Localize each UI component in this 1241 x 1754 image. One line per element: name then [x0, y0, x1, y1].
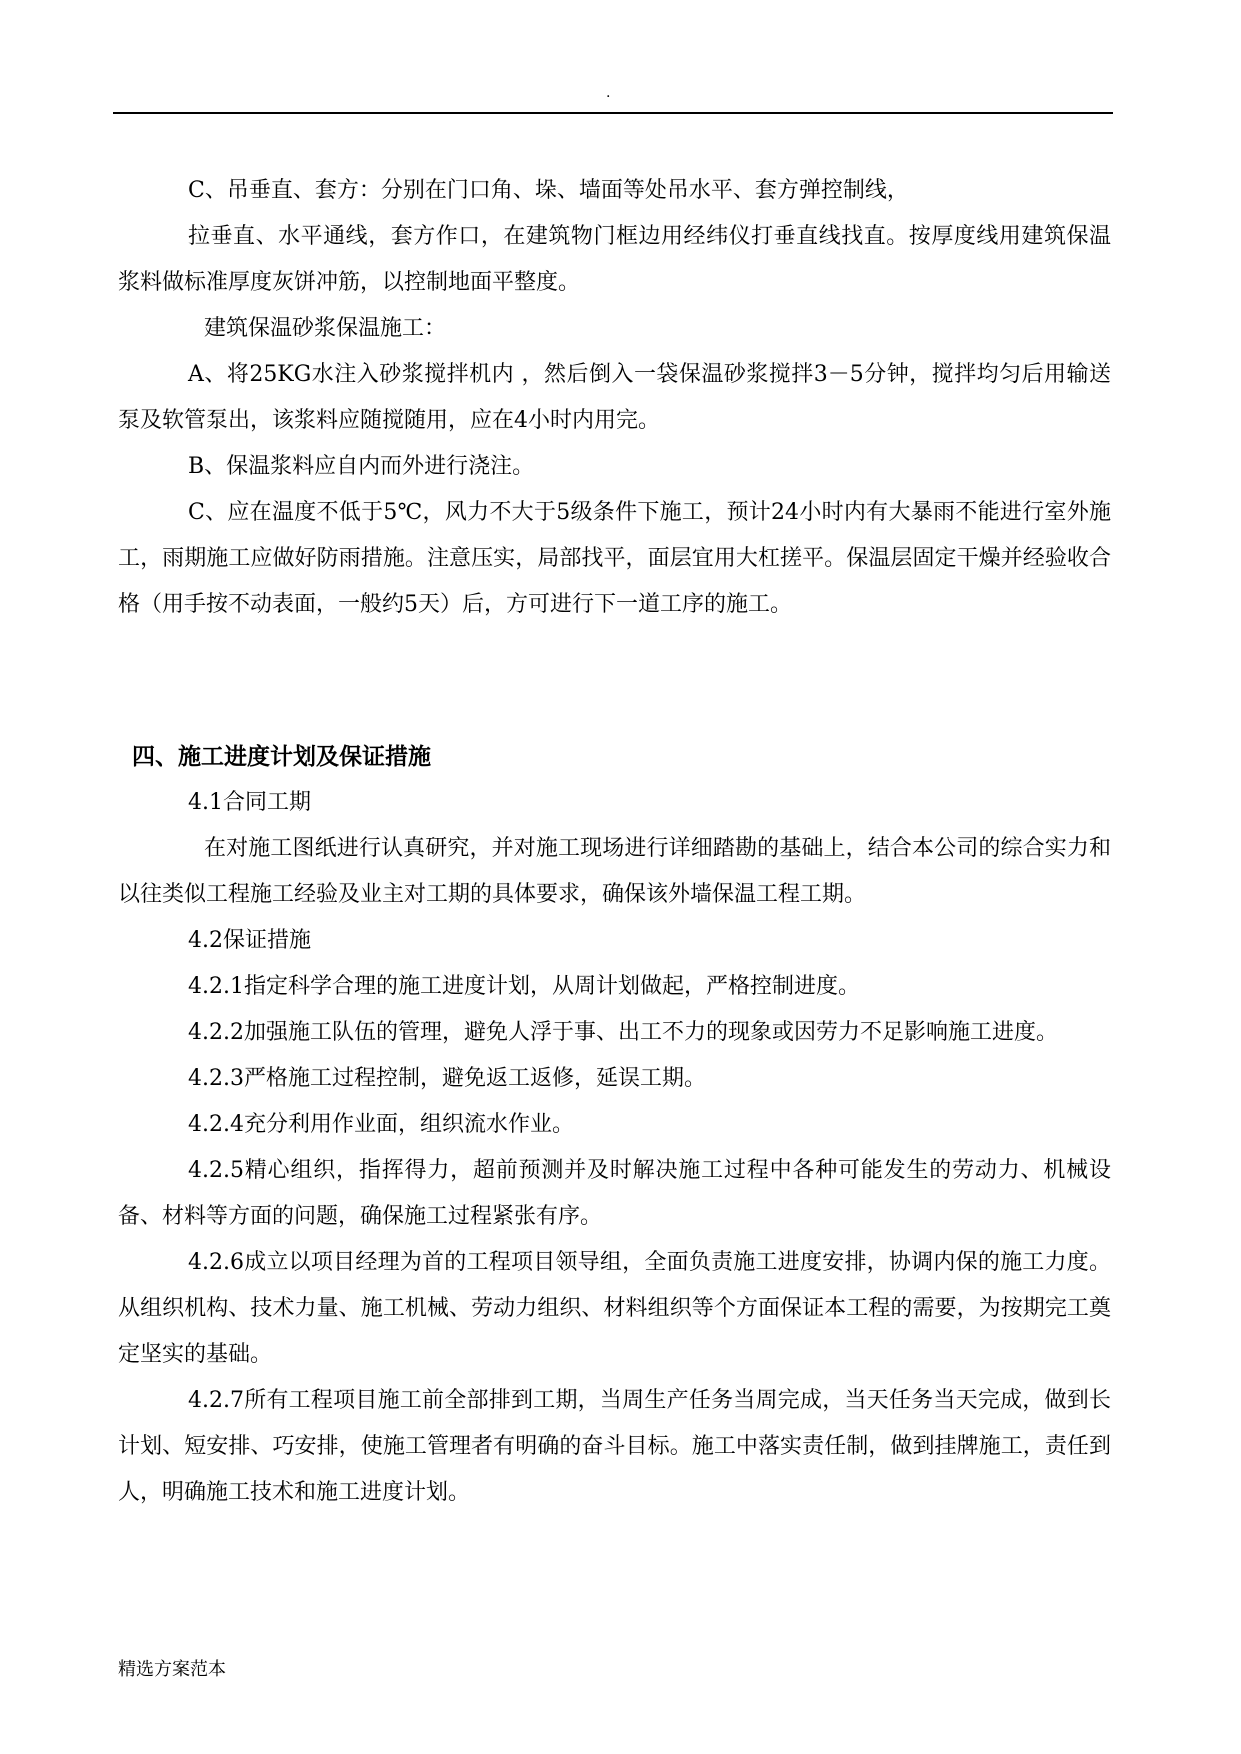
paragraph-c-plumb: C、吊垂直、套方：分别在门口角、垛、墙面等处吊水平、套方弹控制线， [188, 178, 909, 203]
measure-4-2-4: 4.2.4充分利用作业面，组织流水作业。 [188, 1112, 574, 1137]
measure-4-2-1: 4.2.1指定科学合理的施工进度计划，从周计划做起，严格控制进度。 [188, 974, 860, 999]
paragraph-mix-a: A、将25KG水注入砂浆搅拌机内 ，然后倒入一袋保温砂浆搅拌3－5分钟，搅拌均匀后用输送泵及软管泵出，该浆料应随搅随用，应在4小时内用完。 [118, 362, 1111, 433]
header-dot: . [606, 85, 611, 101]
paragraph-mortar-title: 建筑保温砂浆保温施工： [204, 316, 447, 341]
document-body [118, 168, 1111, 1516]
subsection-4-1-title: 4.1合同工期 [188, 790, 311, 815]
measure-4-2-5: 4.2.5精心组织，指挥得力，超前预测并及时解决施工过程中各种可能发生的劳动力、机械设备、材料等方面的问题，确保施工过程紧张有序。 [118, 1158, 1111, 1229]
measure-4-2-3: 4.2.3严格施工过程控制，避免返工返修，延误工期。 [188, 1066, 706, 1091]
paragraph-plumb-line: 拉垂直、水平通线，套方作口，在建筑物门框边用经纬仪打垂直线找直。按厚度线用建筑保温浆料做标准厚度灰饼冲筋，以控制地面平整度。 [118, 224, 1111, 295]
section-heading: 四、施工进度计划及保证措施 [132, 744, 431, 770]
measure-4-2-6: 4.2.6成立以项目经理为首的工程项目领导组，全面负责施工进度安排，协调内保的施工力度。从组织机构、技术力量、施工机械、劳动力组织、材料组织等个方面保证本工程的需要，为按期完工奠定坚实的基础。 [118, 1250, 1111, 1367]
header-rule [113, 112, 1113, 114]
measure-4-2-7: 4.2.7所有工程项目施工前全部排到工期，当周生产任务当周完成，当天任务当天完成，做到长计划、短安排、巧安排，使施工管理者有明确的奋斗目标。施工中落实责任制，做到挂牌施工，责任到人，明确施工技术和施工进度计划。 [118, 1388, 1111, 1505]
subsection-4-2-title: 4.2保证措施 [188, 928, 311, 953]
paragraph-temperature-c: C、应在温度不低于5℃，风力不大于5级条件下施工，预计24小时内有大暴雨不能进行室外施工，雨期施工应做好防雨措施。注意压实，局部找平，面层宜用大杠搓平。保温层固定干燥并经验收合格（用手按不动表面，一般约5天）后，方可进行下一道工序的施工。 [118, 500, 1111, 617]
footer-text: 精选方案范本 [118, 1659, 226, 1680]
subsection-4-1-body: 在对施工图纸进行认真研究，并对施工现场进行详细踏勘的基础上，结合本公司的综合实力和以往类似工程施工经验及业主对工期的具体要求，确保该外墙保温工程工期。 [118, 836, 1111, 907]
paragraph-pour-b: B、保温浆料应自内而外进行浇注。 [188, 454, 535, 479]
section-gap [118, 628, 1111, 734]
measure-4-2-2: 4.2.2加强施工队伍的管理，避免人浮于事、出工不力的现象或因劳力不足影响施工进度。 [188, 1020, 1058, 1045]
